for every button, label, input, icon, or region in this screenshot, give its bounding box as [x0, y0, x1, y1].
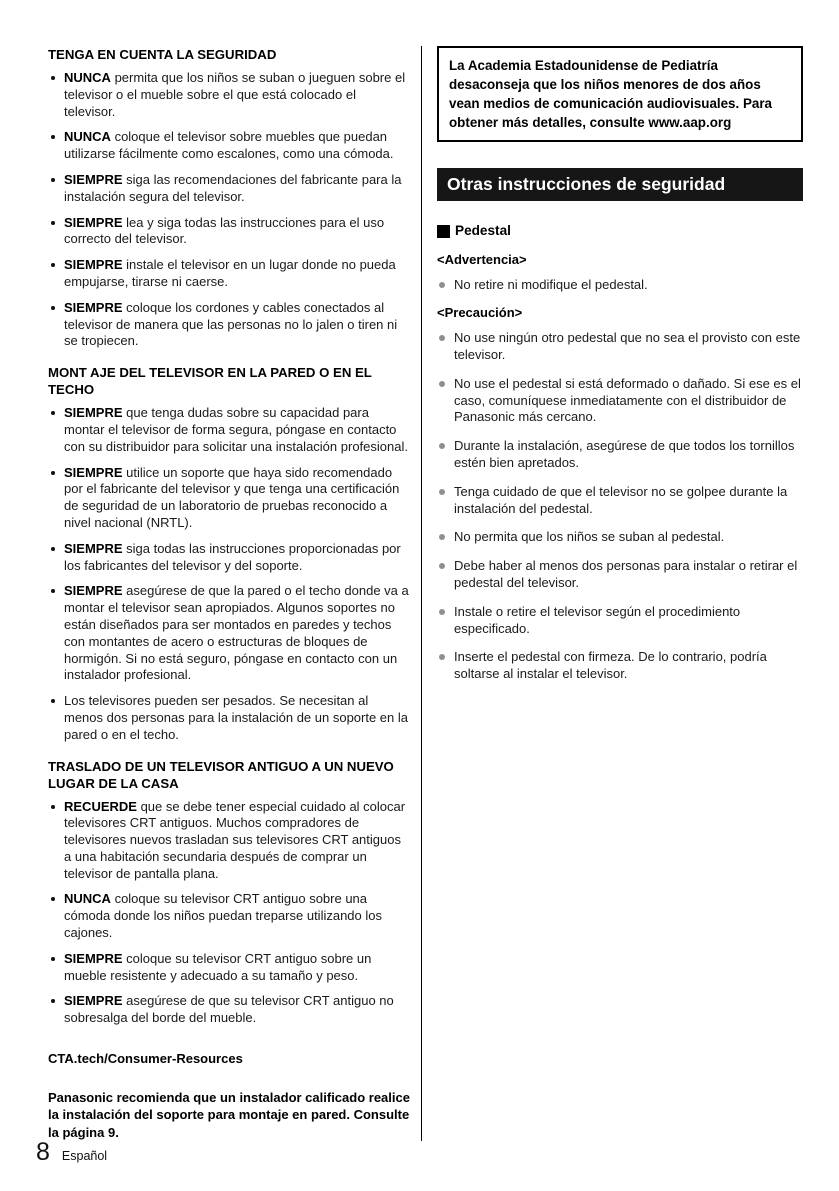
list-item-text: SIEMPRE utilice un soporte que haya sido recomendado por el fabricante del televisor y que tenga una certificación de seguridad de un laboratorio de pruebas reconocido a nivel nacional (NRTL). [64, 464, 400, 530]
list-item [48, 172, 410, 206]
list-item-text: NUNCA permita que los niños se suban o jueguen sobre el televisor o el mueble sobre el que está colocado el televisor. [64, 70, 406, 119]
pedestal-heading [437, 223, 803, 240]
pedestal-heading-label: Pedestal [455, 223, 511, 238]
bullet-icon [48, 70, 64, 120]
list-item-text: NUNCA coloque su televisor CRT antiguo sobre una cómoda donde los niños puedan treparse utilizando los cajones. [64, 891, 382, 941]
aap-notice-box: La Academia Estadounidense de Pediatría desaconseja que los niños menores de dos años vean medios de comunicación audiovisuales. Para obtener más detalles, consulte www.aap.org [437, 46, 803, 142]
list-item-text: SIEMPRE lea y siga todas las instrucciones para el uso correcto del televisor. [64, 214, 385, 247]
gray-bullet-icon [437, 604, 454, 638]
list-item [48, 257, 410, 291]
list-item [48, 693, 410, 743]
list-item [48, 70, 410, 120]
list-item [48, 583, 410, 684]
section-banner-title: Otras instrucciones de seguridad [447, 174, 726, 194]
section-heading-safety: TENGA EN CUENTA LA SEGURIDAD [48, 47, 277, 62]
list-item-text: No retire ni modifique el pedestal. [454, 276, 648, 292]
black-square-icon [437, 225, 450, 238]
gray-bullet-icon [437, 649, 454, 683]
bullet-icon [48, 405, 64, 455]
section-heading-wall-mount: MONT AJE DEL TELEVISOR EN LA PARED O EN EL TECHO [48, 365, 372, 398]
list-item-text: SIEMPRE siga las recomendaciones del fabricante para la instalación segura del televisor. [64, 171, 402, 204]
gray-bullet-icon [437, 484, 454, 518]
list-item [48, 993, 410, 1027]
bullet-icon [48, 993, 64, 1027]
bullet-icon [48, 300, 64, 350]
page-number: 8 [36, 1138, 50, 1166]
language-label: Español [61, 1149, 108, 1163]
list-item-text: SIEMPRE asegúrese de que su televisor CRT antiguo no sobresalga del borde del mueble. [64, 993, 394, 1026]
list-item [48, 891, 410, 941]
list-item-text: Los televisores pueden ser pesados. Se necesitan al menos dos personas para la instalación de un soporte en la pared o en el techo. [64, 693, 408, 742]
section-heading-relocation: TRASLADO DE UN TELEVISOR ANTIGUO A UN NUEVO LUGAR DE LA CASA [48, 758, 394, 791]
list-item [437, 438, 803, 472]
gray-bullet-icon [437, 376, 454, 426]
left-column [48, 46, 410, 1141]
bullet-icon [48, 129, 64, 163]
list-item [48, 215, 410, 249]
installer-note: Panasonic recomienda que un instalador calificado realice la instalación del soporte para montaje en pared. Consulte la página 9. [48, 1089, 410, 1140]
bullet-icon [48, 951, 64, 985]
gray-bullet-icon [437, 330, 454, 364]
bullet-icon [48, 465, 64, 532]
gray-bullet-icon [437, 529, 454, 546]
section-banner [437, 168, 803, 201]
bullet-icon [48, 257, 64, 291]
list-item-text: SIEMPRE coloque su televisor CRT antiguo sobre un mueble resistente y adecuado a su tamaño y peso. [64, 950, 372, 983]
list-item-text: SIEMPRE siga todas las instrucciones proporcionadas por los fabricantes del televisor y del soporte. [64, 540, 401, 573]
list-item [437, 484, 803, 518]
list-item-text: Durante la instalación, asegúrese de que todos los tornillos estén bien apretados. [454, 438, 795, 470]
list-item-text: No use ningún otro pedestal que no sea el provisto con este televisor. [454, 330, 801, 362]
list-item [48, 465, 410, 532]
list-item-text: Tenga cuidado de que el televisor no se golpee durante la instalación del pedestal. [454, 483, 788, 516]
list-item-text: SIEMPRE que tenga dudas sobre su capacidad para montar el televisor de forma segura, póngase en contacto con su distribuidor para solicitar una instalación profesional. [64, 405, 408, 454]
list-item [437, 277, 803, 294]
list-item-text: Instale o retire el televisor según el procedimiento especificado. [454, 603, 741, 636]
bullet-icon [48, 799, 64, 883]
warning-label: <Advertencia> [437, 251, 527, 267]
cta-resources-text: CTA.tech/Consumer-Resources [48, 1051, 243, 1067]
bullet-icon [48, 541, 64, 575]
right-column [422, 46, 803, 1141]
list-item [48, 799, 410, 883]
list-item-text: NUNCA coloque el televisor sobre muebles que puedan utilizarse fácilmente como escalones, como una cómoda. [64, 129, 394, 162]
bullet-icon [48, 693, 64, 743]
list-item [48, 129, 410, 163]
list-item [48, 300, 410, 350]
bullet-icon [48, 172, 64, 206]
list-item-text: No permita que los niños se suban al pedestal. [454, 529, 725, 545]
list-item [437, 604, 803, 638]
bullet-icon [48, 583, 64, 684]
list-item-text: SIEMPRE asegúrese de que la pared o el techo donde va a montar el televisor sean apropiados. Algunos soportes no están diseñados para ser montados en paredes y techos con montantes de acero o estructuras de bloques de hormigón. Si no está seguro, póngase en contacto con un instalador profesional. [64, 583, 409, 683]
list-item-text: RECUERDE que se debe tener especial cuidado al colocar televisores CRT antiguos. Muchos compradores de televisores nuevos trasladan sus televisores CRT antiguos a una habitación secundaria después de comprar un televisor de pantalla plana. [64, 798, 406, 881]
list-item [437, 529, 803, 546]
gray-bullet-icon [437, 558, 454, 592]
list-item [437, 649, 803, 683]
gray-bullet-icon [437, 438, 454, 472]
page-footer [36, 1140, 107, 1165]
list-item [437, 330, 803, 364]
list-item-text: No use el pedestal si está deformado o dañado. Si ese es el caso, comuníquese inmediatamente con el distribuidor de Panasonic más cercano. [454, 375, 801, 425]
bullet-icon [48, 215, 64, 249]
bullet-icon [48, 891, 64, 941]
list-item [48, 951, 410, 985]
list-item [437, 558, 803, 592]
gray-bullet-icon [437, 277, 454, 294]
list-item [48, 405, 410, 455]
list-item [437, 376, 803, 426]
list-item-text: Debe haber al menos dos personas para instalar o retirar el pedestal del televisor. [454, 558, 798, 590]
list-item [48, 541, 410, 575]
list-item-text: SIEMPRE instale el televisor en un lugar donde no pueda empujarse, tirarse ni caerse. [64, 257, 396, 289]
list-item-text: SIEMPRE coloque los cordones y cables conectados al televisor de manera que las personas no lo jalen o tiren ni se tropiecen. [64, 299, 398, 349]
list-item-text: Inserte el pedestal con firmeza. De lo contrario, podría soltarse al instalar el televisor. [454, 649, 767, 682]
caution-label: <Precaución> [437, 305, 523, 321]
